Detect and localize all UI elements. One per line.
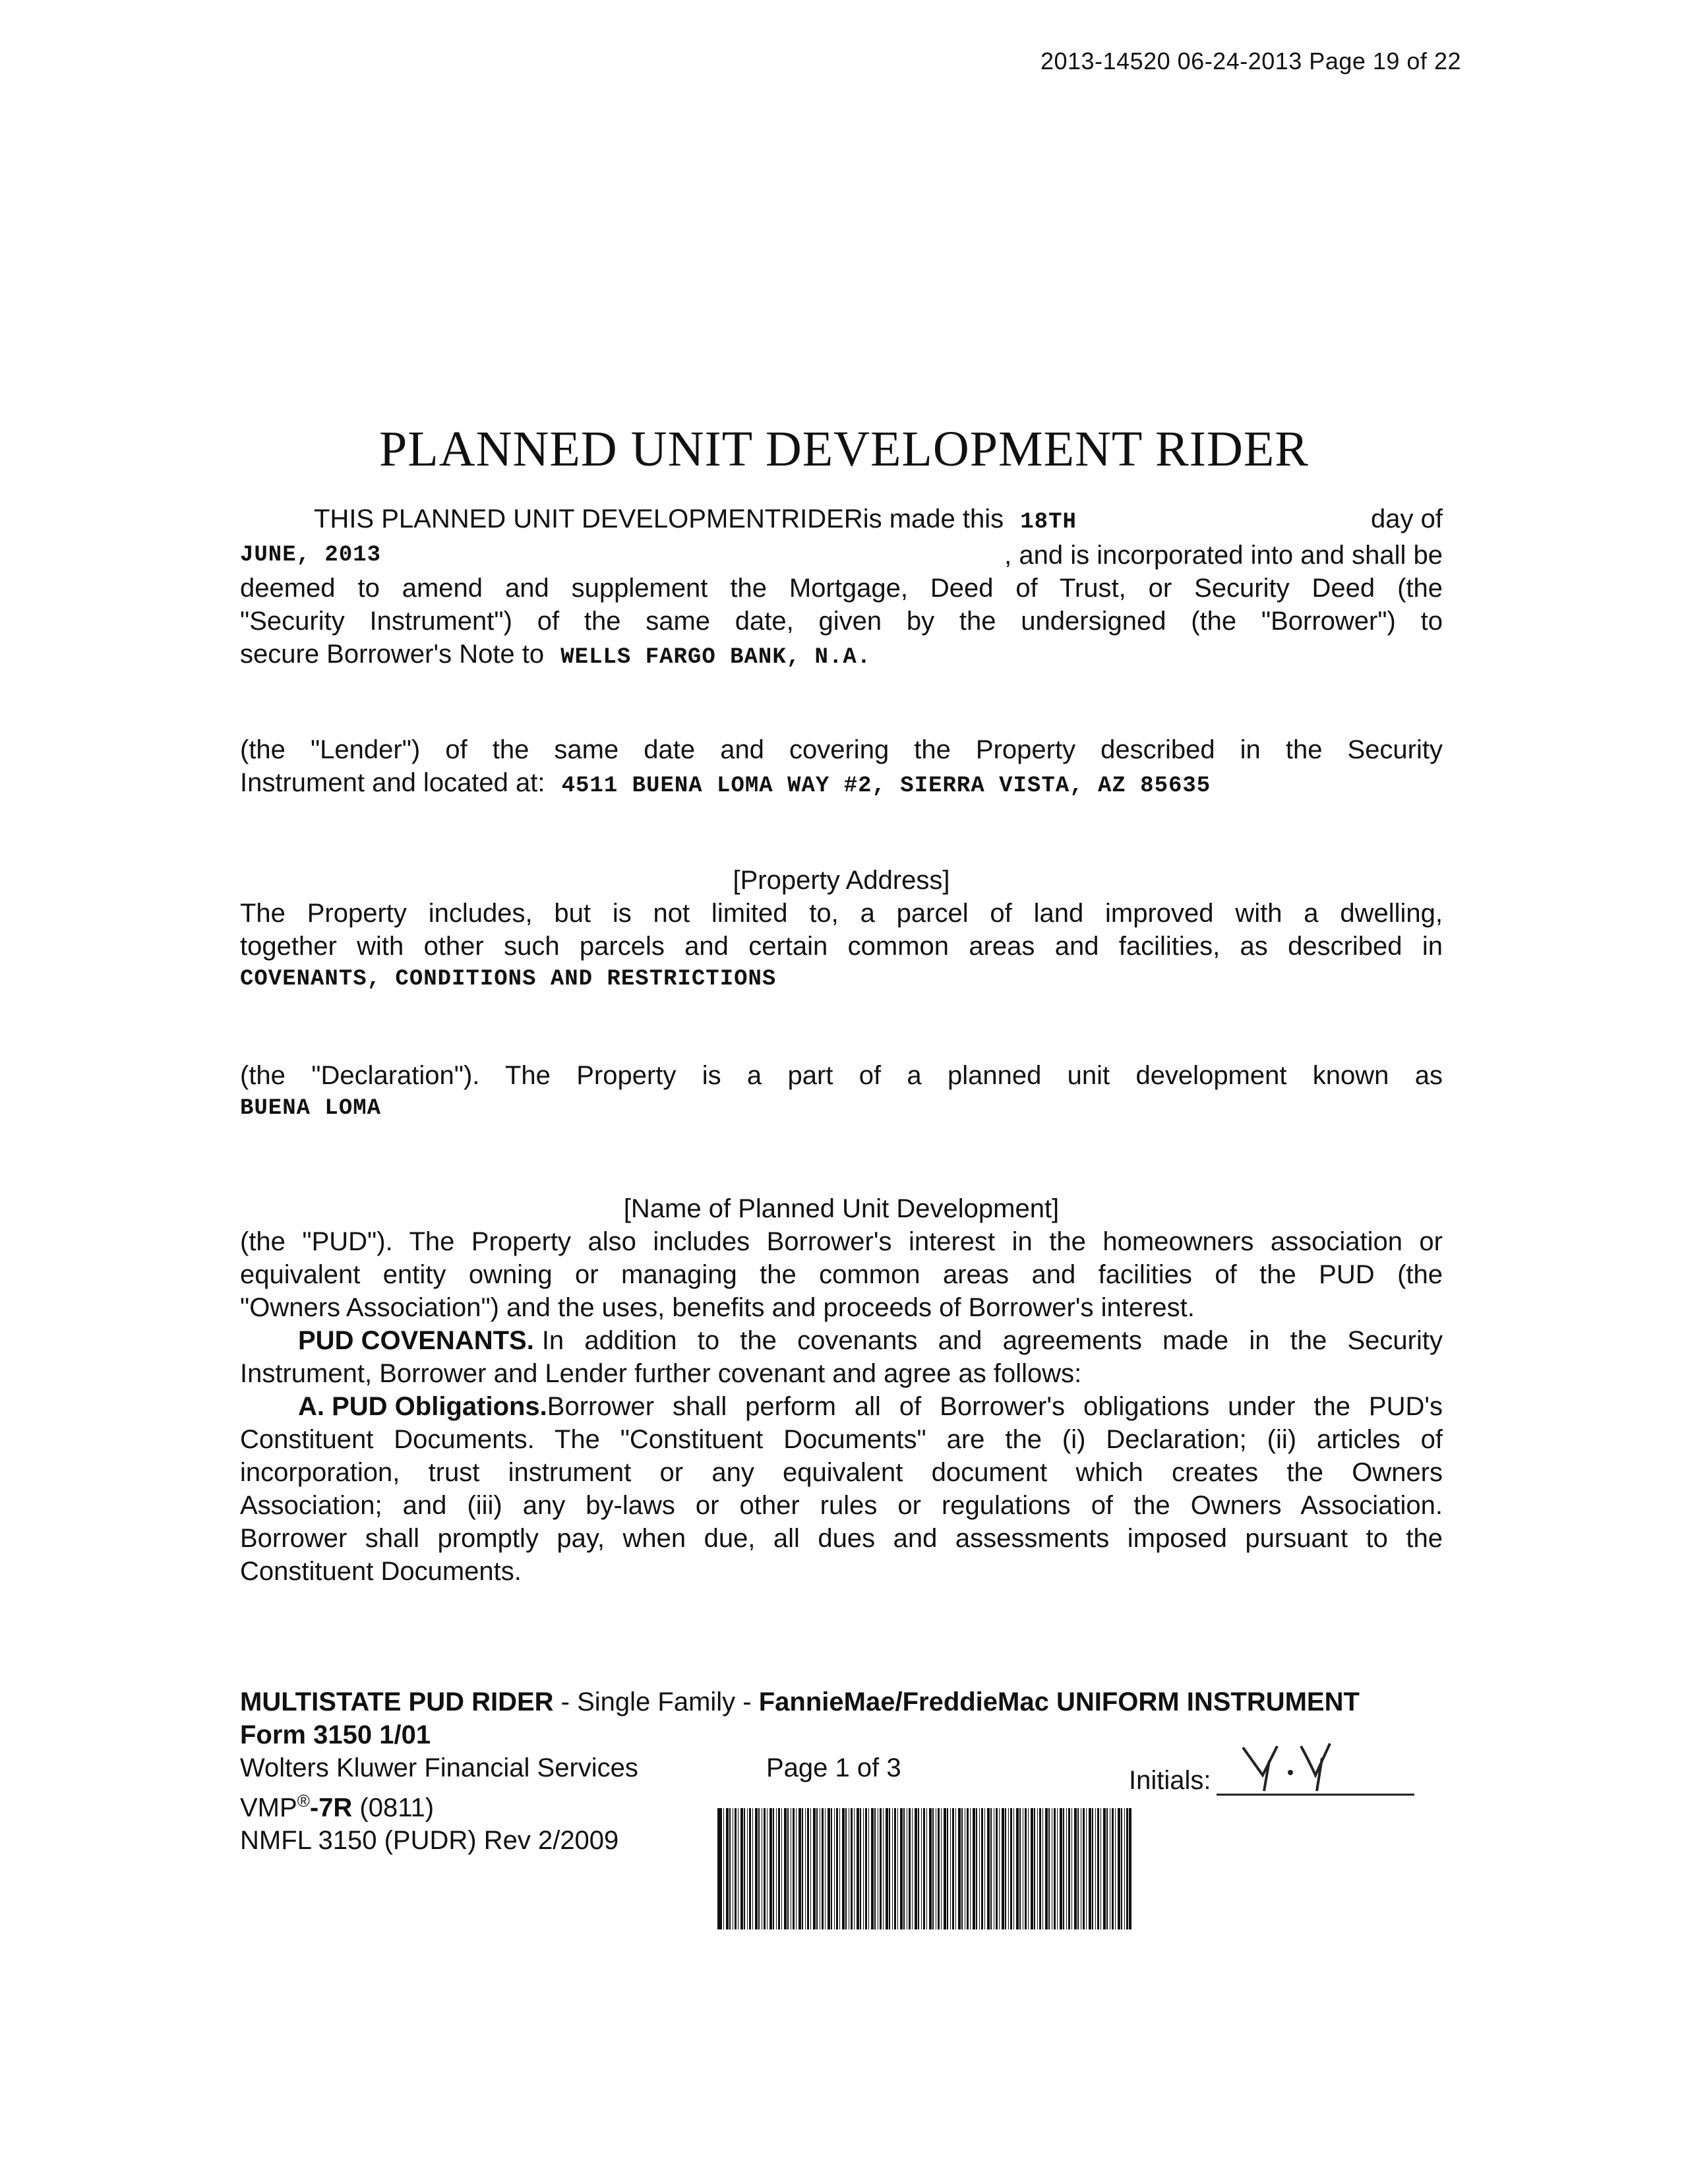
section-a-line-1 xyxy=(240,1390,1443,1423)
rider-month-year: JUNE, 2013 xyxy=(240,543,382,568)
section-a-line-2: Constituent Documents. The "Constituent Documents" are the (i) Declaration; (ii) articles of xyxy=(240,1425,1443,1454)
declaration-line-1: (the "Declaration"). The Property is a part of a planned unit development known as xyxy=(240,1061,1443,1090)
intro-note-to: secure Borrower's Note to xyxy=(240,640,545,669)
intro-line-3: deemed to amend and supplement the Mortgage, Deed of Trust, or Security Deed (the xyxy=(240,574,1443,603)
form-title-single-family: - Single Family - xyxy=(560,1687,752,1716)
declaration-document-name: COVENANTS, CONDITIONS AND RESTRICTIONS xyxy=(240,967,777,992)
intro-line-1 xyxy=(240,502,1443,539)
pud-paragraph xyxy=(240,1225,1443,1588)
pud-name: BUENA LOMA xyxy=(240,1096,382,1121)
declaration-paragraph xyxy=(240,1059,1443,1125)
form-number: Form 3150 1/01 xyxy=(240,1720,431,1749)
intro-line-5 xyxy=(240,638,1443,674)
document-header-stamp: 2013-14520 06-24-2013 Page 19 of 22 xyxy=(1040,47,1461,75)
initials-field xyxy=(1129,1734,1414,1796)
lender-line-1: (the "Lender") of the same date and covering the Property described in the Security xyxy=(240,735,1443,764)
section-a-line-4: Association; and (iii) any by-laws or other rules or regulations of the Owners Association. xyxy=(240,1491,1443,1520)
property-line-1: The Property includes, but is not limited to, a parcel of land improved with a dwelling, xyxy=(240,899,1443,928)
publisher-name: Wolters Kluwer Financial Services xyxy=(240,1753,638,1782)
intro-line-4: "Security Instrument") of the same date, given by the undersigned (the "Borrower") to xyxy=(240,607,1443,636)
intro-line-2 xyxy=(240,539,1443,572)
vmp-suffix: -7R xyxy=(309,1793,353,1823)
initials-signature xyxy=(1217,1734,1414,1796)
vmp-date: (0811) xyxy=(352,1793,435,1823)
nmfl-line: NMFL 3150 (PUDR) Rev 2/2009 xyxy=(240,1826,619,1856)
barcode xyxy=(717,1808,1131,1929)
rider-day: 18TH xyxy=(1020,510,1077,535)
intro-day-of: day of xyxy=(1371,504,1443,533)
lender-name: WELLS FARGO BANK, N.A. xyxy=(560,645,872,670)
covenants-text: In addition to the covenants and agreements made in the Security xyxy=(541,1326,1443,1355)
property-address: 4511 BUENA LOMA WAY #2, SIERRA VISTA, AZ 85635 xyxy=(561,774,1211,799)
intro-paragraph xyxy=(240,502,1443,674)
section-a-text: Borrower shall perform all of Borrower's obligations under the PUD's xyxy=(547,1392,1443,1421)
pud-line-3: "Owners Association") and the uses, benefits and proceeds of Borrower's interest. xyxy=(240,1293,1195,1322)
form-title xyxy=(240,1685,1443,1718)
lender-paragraph xyxy=(240,733,1443,803)
section-a-line-3: incorporation, trust instrument or any equivalent document which creates the Owners xyxy=(240,1458,1443,1487)
document-title: PLANNED UNIT DEVELOPMENT RIDER xyxy=(379,421,1309,477)
pud-line-1: (the "PUD"). The Property also includes Borrower's interest in the homeowners association or xyxy=(240,1227,1443,1256)
covenants-heading: PUD COVENANTS. xyxy=(298,1326,534,1355)
page-indicator: Page 1 of 3 xyxy=(766,1753,901,1782)
vmp-code: VMP xyxy=(240,1793,297,1823)
lender-line-2 xyxy=(240,766,1443,803)
covenants-line-1 xyxy=(240,1324,1443,1357)
form-title-multistate: MULTISTATE PUD RIDER xyxy=(240,1687,554,1716)
intro-text: THIS PLANNED UNIT DEVELOPMENTRIDERis made this xyxy=(314,504,1004,533)
property-paragraph xyxy=(240,897,1443,996)
vmp-registered-mark: ® xyxy=(297,1791,310,1811)
covenants-line-2: Instrument, Borrower and Lender further covenant and agree as follows: xyxy=(240,1359,1082,1388)
section-a-line-5: Borrower shall promptly pay, when due, all dues and assessments imposed pursuant to the xyxy=(240,1524,1443,1553)
section-a-line-6: Constituent Documents. xyxy=(240,1557,522,1586)
intro-incorporated: , and is incorporated into and shall be xyxy=(1004,541,1443,570)
section-a-heading: A. PUD Obligations. xyxy=(298,1392,547,1421)
located-at-text: Instrument and located at: xyxy=(240,768,545,797)
initials-label: Initials: xyxy=(1129,1766,1211,1795)
pud-name-caption: [Name of Planned Unit Development] xyxy=(623,1194,1060,1223)
property-address-caption: [Property Address] xyxy=(733,866,950,895)
pud-line-2: equivalent entity owning or managing the common areas and facilities of the PUD (the xyxy=(240,1260,1443,1289)
property-line-2: together with other such parcels and certain common areas and facilities, as described in xyxy=(240,932,1443,961)
form-title-uniform: FannieMae/FreddieMac UNIFORM INSTRUMENT xyxy=(758,1687,1360,1716)
